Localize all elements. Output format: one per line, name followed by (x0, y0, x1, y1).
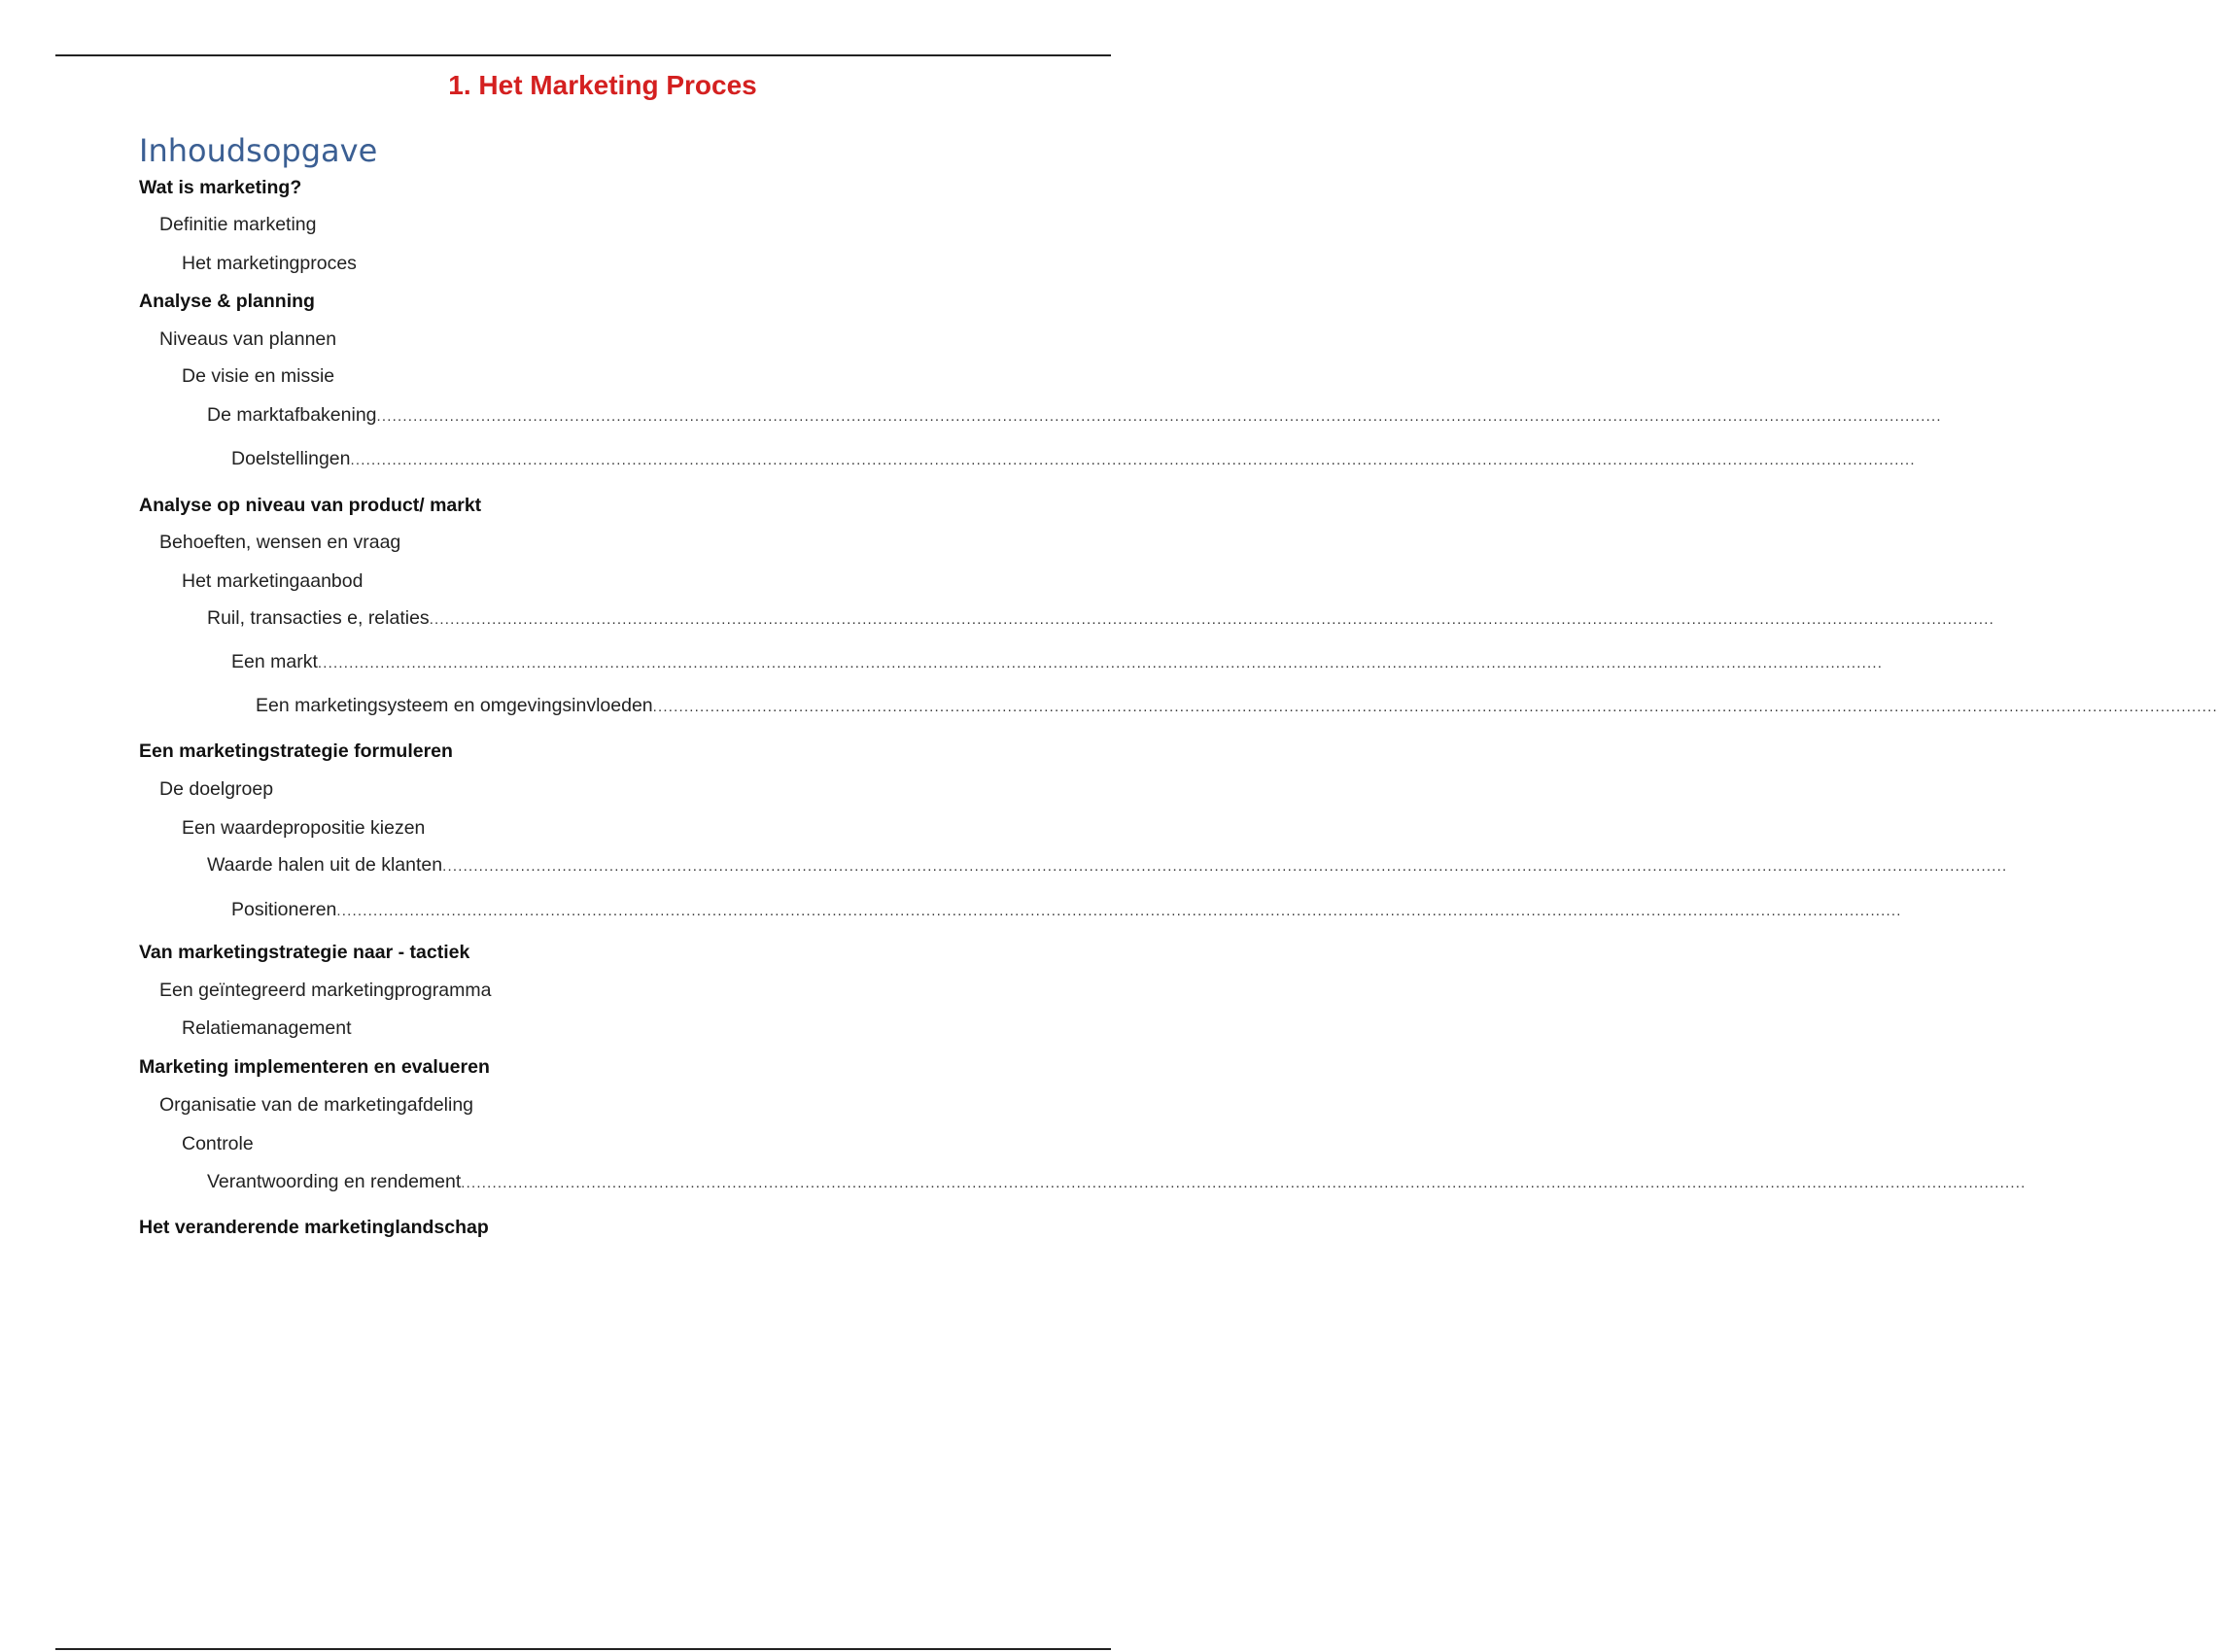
toc-entry[interactable] (231, 446, 1916, 471)
toc-entry-label: Waarde halen uit de klanten (207, 854, 443, 876)
toc-entry[interactable] (207, 852, 2008, 878)
toc-entry-label: De doelgroep (159, 778, 274, 800)
toc-entry-label: Doelstellingen (231, 448, 351, 469)
toc-entry-label: Positioneren (231, 899, 337, 920)
toc-entry-label: Verantwoording en rendement (207, 1171, 462, 1192)
toc-entry[interactable] (159, 1092, 473, 1118)
toc-entry[interactable] (159, 530, 400, 555)
dot-leader: ............................................................................................................................................................................................................................................................................................................ (317, 655, 1884, 671)
toc-entry[interactable] (231, 897, 1902, 922)
toc-entry-label: Van marketingstrategie naar - tactiek (139, 942, 470, 963)
dot-leader: ............................................................................................................................................................................................................................................................................................................ (442, 858, 2008, 875)
toc-entry-label: Een waardepropositie kiezen (182, 817, 426, 839)
toc-entry-label: Analyse op niveau van product/ markt (139, 495, 482, 516)
dot-leader: ............................................................................................................................................................................................................................................................................................................ (336, 903, 1902, 919)
toc-entry[interactable] (159, 327, 336, 352)
toc-entry-label: Controle (182, 1133, 254, 1154)
toc-entry[interactable] (159, 776, 273, 802)
toc-entry-label: De visie en missie (182, 365, 335, 387)
toc-heading: Inhoudsopgave (139, 132, 378, 169)
toc-entry[interactable] (182, 1015, 352, 1041)
toc-entry[interactable] (182, 251, 357, 276)
dot-leader: ............................................................................................................................................................................................................................................................................................................ (461, 1175, 2027, 1191)
toc-entry-label: De marktafbakening (207, 404, 377, 426)
toc-entry[interactable] (159, 978, 491, 1003)
toc-entry[interactable] (182, 568, 363, 594)
toc-entry-label: Relatiemanagement (182, 1017, 352, 1039)
toc-entry-label: Een markt (231, 651, 318, 672)
toc-entry-label: Organisatie van de marketingafdeling (159, 1094, 474, 1116)
toc-entry[interactable] (139, 1215, 489, 1240)
dot-leader: ............................................................................................................................................................................................................................................................................................................ (652, 699, 2218, 715)
toc-entry[interactable] (207, 1169, 2027, 1194)
bottom-rule (55, 1648, 1111, 1650)
toc-entry-label: Marketing implementeren en evalueren (139, 1056, 490, 1078)
toc-entry-label: Ruil, transacties e, relaties (207, 607, 430, 629)
toc-entry-label: Wat is marketing? (139, 177, 302, 198)
toc-entry[interactable] (159, 212, 316, 237)
toc-entry-label: Behoeften, wensen en vraag (159, 532, 401, 553)
toc-entry-label: Definitie marketing (159, 214, 317, 235)
toc-entry-label: Het marketingproces (182, 253, 357, 274)
toc-entry[interactable] (139, 289, 315, 314)
toc-entry-label: Het veranderende marketinglandschap (139, 1217, 489, 1238)
toc-entry[interactable] (256, 693, 2218, 718)
toc-entry[interactable] (182, 1131, 254, 1156)
toc-entry[interactable] (182, 363, 334, 389)
toc-entry[interactable] (207, 605, 1994, 631)
toc-entry[interactable] (139, 175, 301, 200)
toc-entry[interactable] (207, 402, 1942, 428)
dot-leader: ............................................................................................................................................................................................................................................................................................................ (376, 408, 1942, 425)
toc-entry-label: Analyse & planning (139, 291, 315, 312)
toc-entry-label: Een geïntegreerd marketingprogramma (159, 980, 492, 1001)
dot-leader: ............................................................................................................................................................................................................................................................................................................ (429, 611, 1994, 628)
toc-entry[interactable] (139, 739, 453, 764)
toc-entry-label: Een marketingsysteem en omgevingsinvloeden (256, 695, 653, 716)
toc-entry-label: Het marketingaanbod (182, 570, 364, 592)
dot-leader: ............................................................................................................................................................................................................................................................................................................ (350, 452, 1916, 468)
toc-entry-label: Een marketingstrategie formuleren (139, 740, 453, 762)
document-title: 1. Het Marketing Proces (448, 70, 757, 100)
toc-entry[interactable] (139, 1054, 490, 1080)
toc-entry[interactable] (231, 649, 1884, 674)
top-rule (55, 54, 1111, 56)
toc-entry[interactable] (139, 493, 481, 518)
toc-entry[interactable] (182, 815, 425, 841)
toc-entry-label: Niveaus van plannen (159, 328, 337, 350)
toc-entry[interactable] (139, 940, 469, 965)
